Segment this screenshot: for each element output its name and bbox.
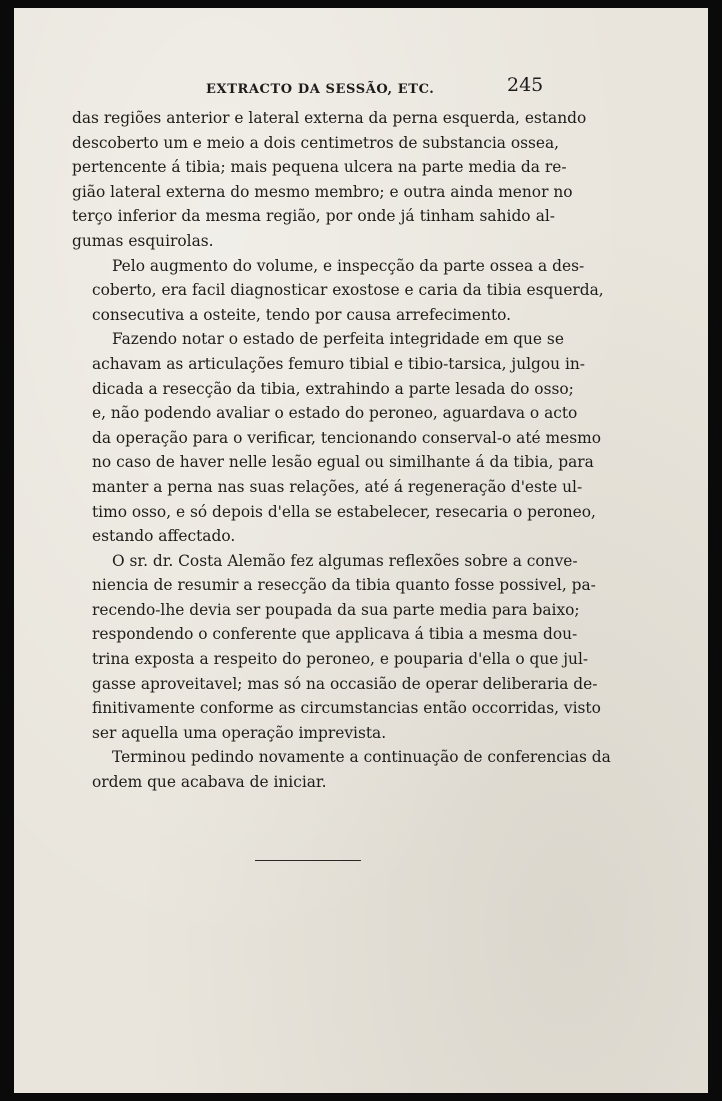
text-line: coberto, era facil diagnosticar exostose e caria da tibia esquerda, xyxy=(92,281,604,300)
page-header xyxy=(14,72,708,102)
paragraph xyxy=(72,549,601,746)
text-line: Fazendo notar o estado de perfeita integridade em que se xyxy=(112,330,564,349)
text-line: niencia de resumir a resecção da tibia quanto fosse possivel, pa- xyxy=(92,576,596,595)
book-page xyxy=(14,8,708,1093)
text-line: dicada a resecção da tibia, extrahindo a parte lesada do osso; xyxy=(92,379,574,398)
running-title: EXTRACTO DA SESSÃO, ETC. xyxy=(206,82,435,97)
text-line: O sr. dr. Costa Alemão fez algumas reflexões sobre a conve- xyxy=(112,551,578,570)
paragraph xyxy=(72,745,611,794)
text-line: e, não podendo avaliar o estado do peroneo, aguardava o acto xyxy=(92,404,578,423)
paragraph xyxy=(72,254,604,328)
text-line: terço inferior da mesma região, por onde já tinham sahido al- xyxy=(72,207,555,226)
text-line: trina exposta a respeito do peroneo, e pouparia d'ella o que jul- xyxy=(92,650,589,669)
text-line: timo osso, e só depois d'ella se estabelecer, resecaria o peroneo, xyxy=(92,502,596,521)
text-line: estando affectado. xyxy=(92,527,236,546)
section-end-rule xyxy=(255,860,361,861)
page-number: 245 xyxy=(507,74,544,96)
text-line: gasse aproveitavel; mas só na occasião de operar deliberaria de- xyxy=(92,674,598,693)
paragraph xyxy=(72,327,601,548)
text-line: das regiões anterior e lateral externa da perna esquerda, estando xyxy=(72,109,587,127)
text-line: pertencente á tibia; mais pequena ulcera na parte media da re- xyxy=(72,158,567,177)
text-line: finitivamente conforme as circumstancias então occorridas, visto xyxy=(92,699,601,718)
text-line: Terminou pedindo novamente a continuação de conferencias da xyxy=(112,748,611,767)
paragraph-list xyxy=(72,106,611,795)
text-line: respondendo o conferente que applicava á tibia a mesma dou- xyxy=(92,625,578,644)
text-line: no caso de haver nelle lesão egual ou similhante á da tibia, para xyxy=(92,453,594,472)
paragraph xyxy=(72,106,587,254)
text-line: recendo-lhe devia ser poupada da sua parte media para baixo; xyxy=(92,600,580,619)
text-line: gumas esquirolas. xyxy=(72,231,214,250)
text-line: Pelo augmento do volume, e inspecção da parte ossea a des- xyxy=(112,256,585,275)
text-line: achavam as articulações femuro tibial e tibio-tarsica, julgou in- xyxy=(92,354,585,373)
text-line: ordem que acabava de iniciar. xyxy=(92,773,327,792)
text-line: manter a perna nas suas relações, até á regeneração d'este ul- xyxy=(92,477,583,496)
text-line: descoberto um e meio a dois centimetros de substancia ossea, xyxy=(72,133,560,152)
text-line: da operação para o verificar, tencionando conserval-o até mesmo xyxy=(92,428,601,447)
text-line: ser aquella uma operação imprevista. xyxy=(92,723,387,742)
body-text xyxy=(72,106,611,795)
text-line: gião lateral externa do mesmo membro; e outra ainda menor no xyxy=(72,182,573,201)
text-line: consecutiva a osteite, tendo por causa arrefecimento. xyxy=(92,305,512,324)
